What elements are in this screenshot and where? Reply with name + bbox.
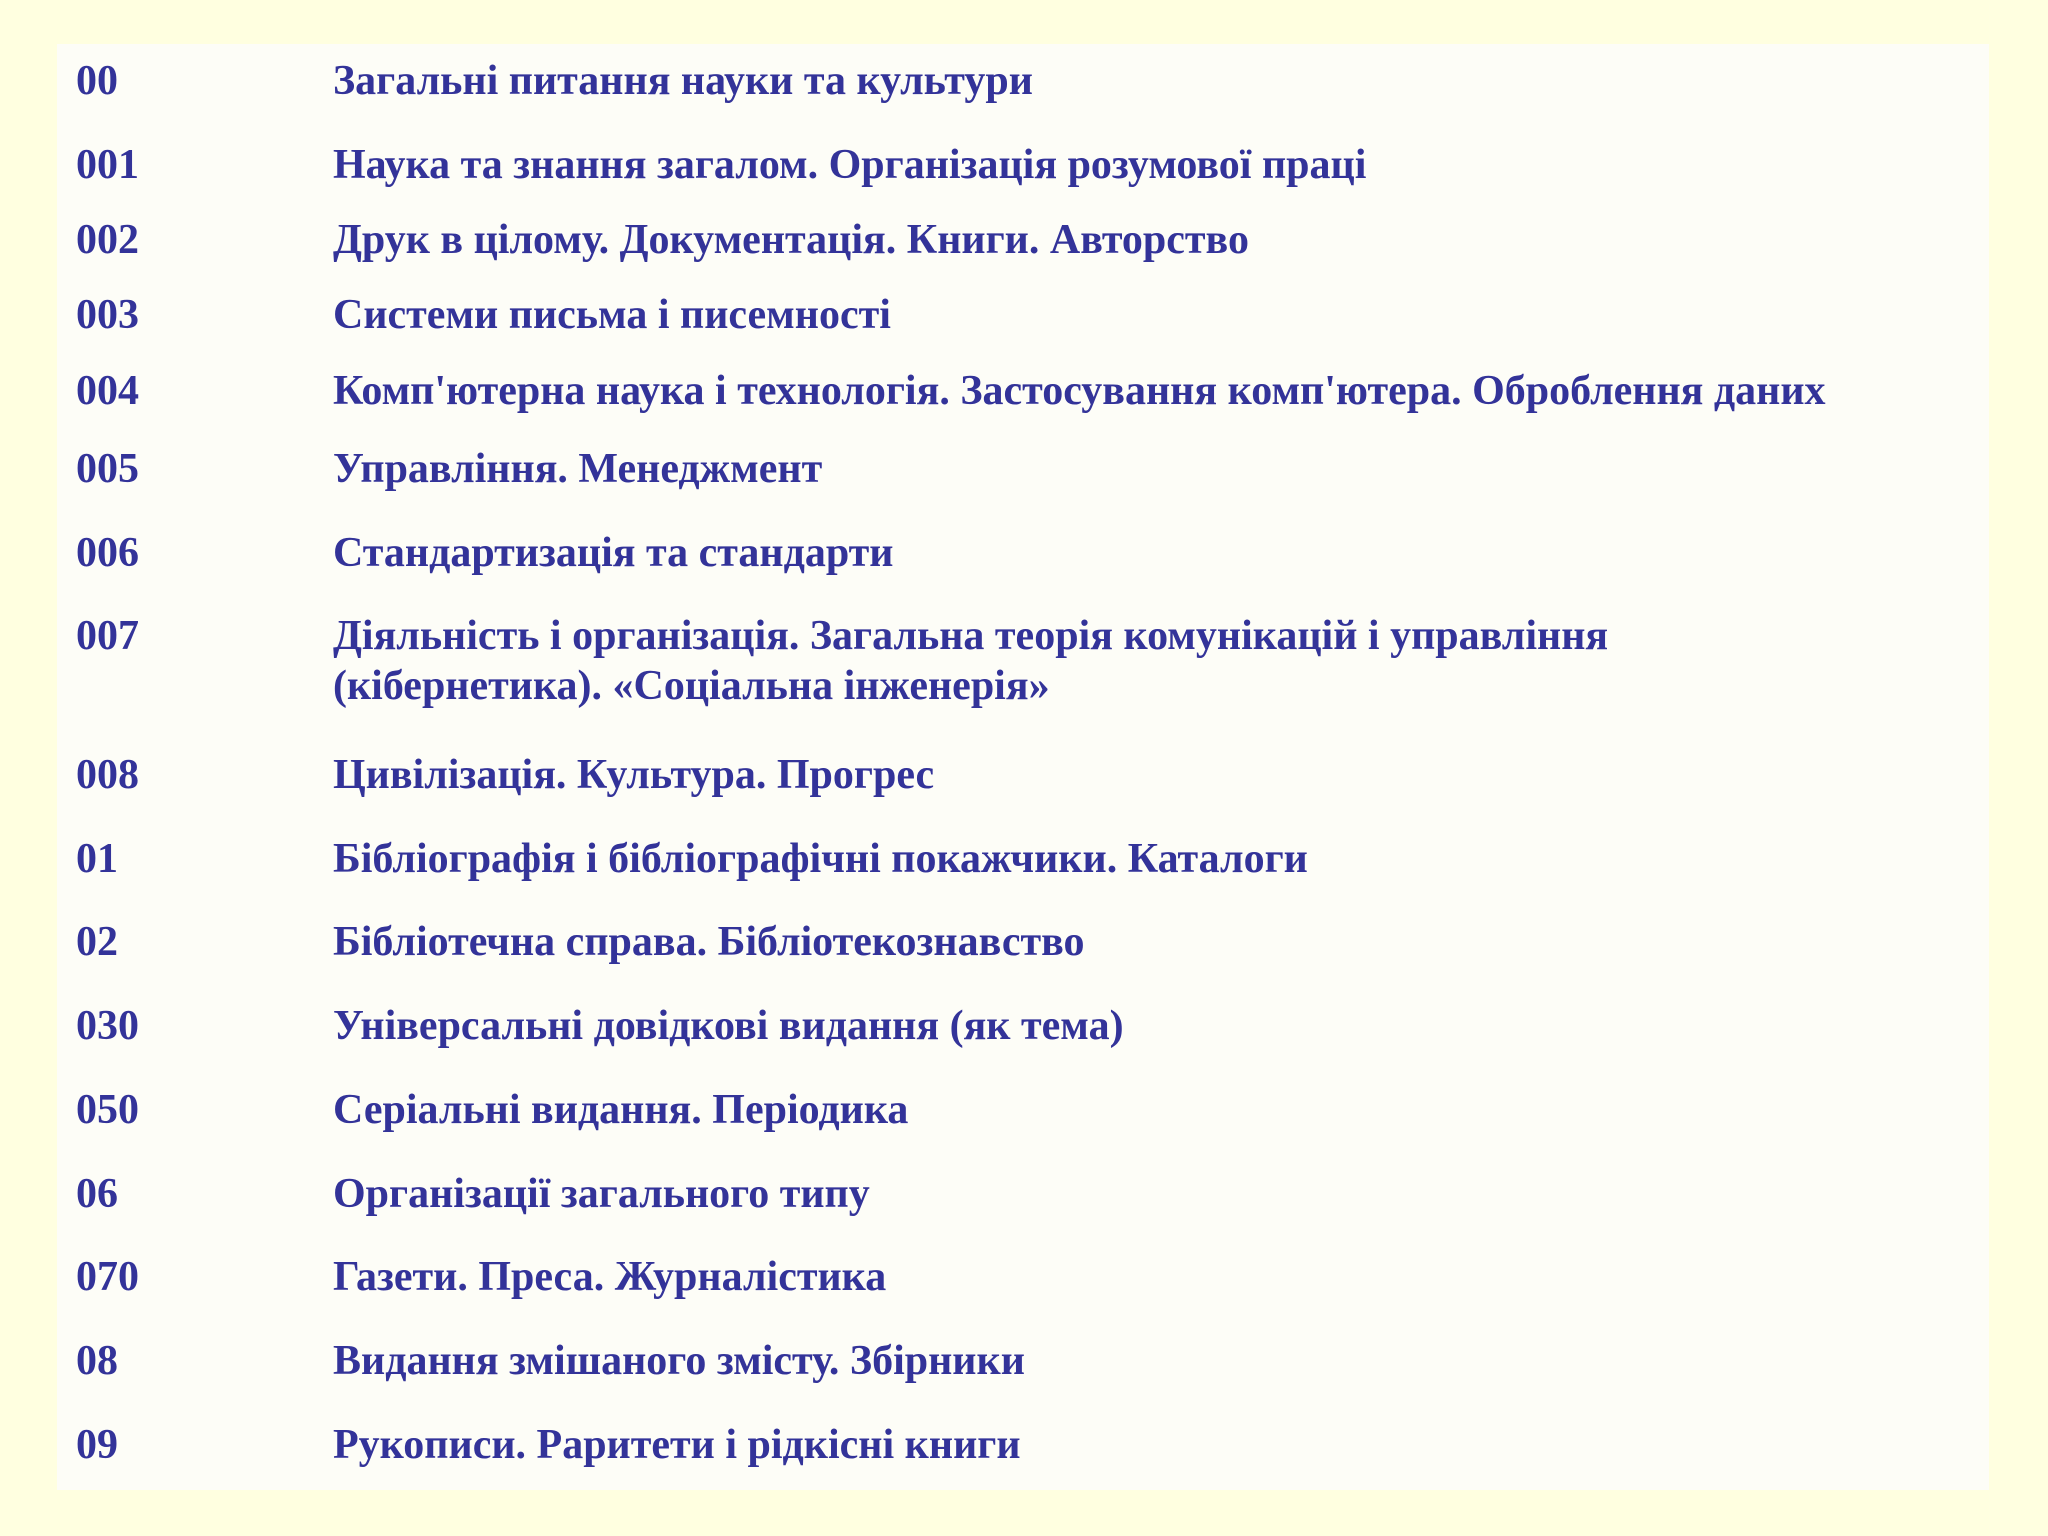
class-title: Серіальні видання. Періодика xyxy=(333,1087,909,1133)
class-code: 001 xyxy=(76,142,139,188)
class-title: Друк в цілому. Документація. Книги. Авторство xyxy=(333,217,1249,263)
class-title: Загальні питання науки та культури xyxy=(333,58,1033,104)
class-code: 030 xyxy=(76,1003,139,1049)
class-code: 01 xyxy=(76,836,118,882)
class-title: Універсальні довідкові видання (як тема) xyxy=(333,1003,1124,1049)
class-title: Системи письма і писемності xyxy=(333,292,891,338)
class-title: Наука та знання загалом. Організація розумової праці xyxy=(333,142,1367,188)
class-title: Рукописи. Раритети і рідкісні книги xyxy=(333,1422,1021,1468)
class-code: 050 xyxy=(76,1087,139,1133)
class-title: Бібліотечна справа. Бібліотекознавство xyxy=(333,919,1085,965)
class-code: 008 xyxy=(76,752,139,798)
class-title: Цивілізація. Культура. Прогрес xyxy=(333,752,935,798)
class-title: Видання змішаного змісту. Збірники xyxy=(333,1338,1025,1384)
class-code: 06 xyxy=(76,1171,118,1217)
class-title: Управління. Менеджмент xyxy=(333,446,823,492)
class-code: 09 xyxy=(76,1422,118,1468)
class-code: 02 xyxy=(76,919,118,965)
class-code: 08 xyxy=(76,1338,118,1384)
class-title: Діяльність і організація. Загальна теорія комунікацій і управління (кібернетика). «Соціальна інженерія» xyxy=(333,613,1609,709)
class-code: 006 xyxy=(76,530,139,576)
class-code: 004 xyxy=(76,368,139,414)
class-title: Комп'ютерна наука і технологія. Застосування комп'ютера. Оброблення даних xyxy=(333,368,1826,414)
class-title: Бібліографія і бібліографічні покажчики. Каталоги xyxy=(333,836,1308,882)
class-code: 070 xyxy=(76,1254,139,1300)
class-code: 002 xyxy=(76,217,139,263)
class-code: 00 xyxy=(76,58,118,104)
classification-panel xyxy=(57,44,1989,1490)
class-code: 003 xyxy=(76,292,139,338)
class-title: Газети. Преса. Журналістика xyxy=(333,1254,887,1300)
class-title: Стандартизація та стандарти xyxy=(333,530,894,576)
class-code: 007 xyxy=(76,613,139,659)
class-title: Організації загального типу xyxy=(333,1171,870,1217)
class-code: 005 xyxy=(76,446,139,492)
